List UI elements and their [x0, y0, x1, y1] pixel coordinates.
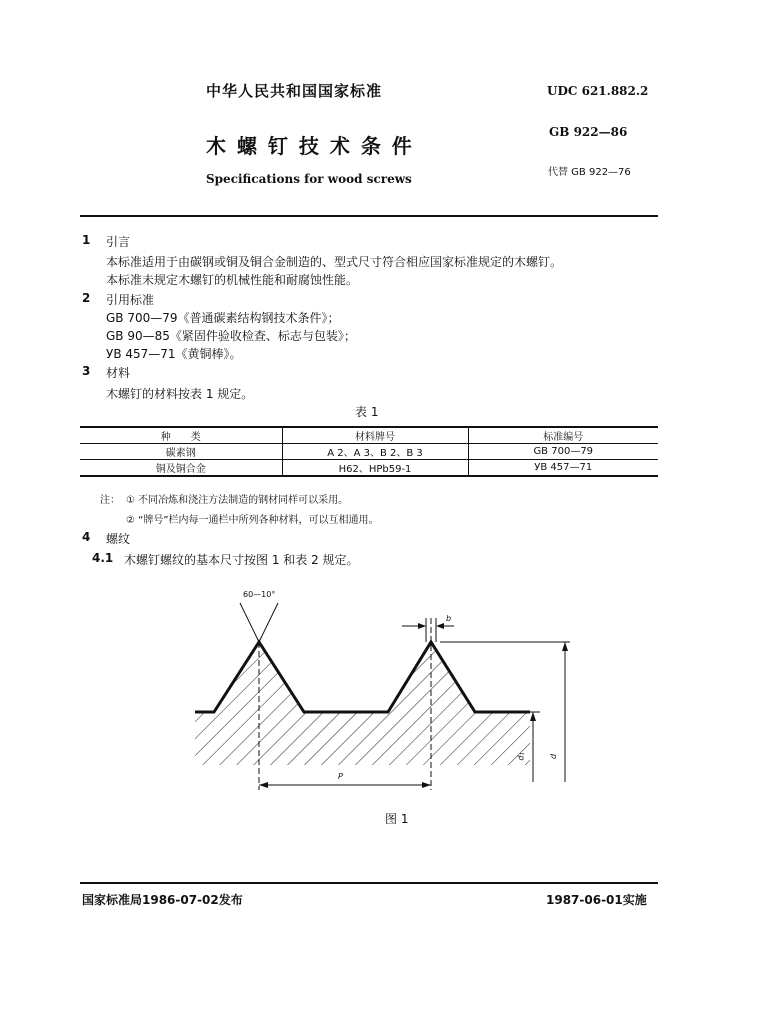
reference-item: GB 700—79《普通碳素结构钢技术条件》；: [106, 311, 340, 325]
section-2-number: 2: [82, 291, 91, 305]
column-header: 标准编号: [468, 427, 658, 444]
section-1-title: 引言: [106, 235, 131, 249]
note-2: ② “牌号”栏内每一通栏中所列各种材料，可以互相通用。: [126, 515, 379, 526]
section-4-1-number: 4.1: [92, 551, 114, 565]
udc-code: UDC 621.882.2: [547, 84, 649, 98]
table-cell: 碳素钢: [80, 444, 282, 460]
section-4-title: 螺纹: [106, 532, 131, 546]
minor-diameter-label: d₁: [516, 752, 526, 761]
section-3-title: 材料: [106, 366, 131, 380]
major-diameter-label: d: [549, 753, 559, 760]
table-cell: H62、HPb59-1: [282, 460, 468, 477]
pitch-label: P: [338, 772, 343, 781]
column-header: 种 类: [80, 427, 282, 444]
section-3-paragraph: 木螺钉的材料按表 1 规定。: [106, 387, 254, 401]
table-cell: GB 700—79: [468, 444, 658, 460]
section-1-number: 1: [82, 233, 91, 247]
table-caption: 表 1: [355, 405, 379, 419]
notes-label: 注：: [100, 495, 120, 506]
table-cell: 铜及铜合金: [155, 464, 206, 475]
note-1: ① 不同冶炼和浇注方法制造的钢材同样可以采用。: [126, 495, 349, 506]
reference-item: GB 90—85《紧固件验收检查、标志与包装》；: [106, 329, 356, 343]
issuing-authority: 中华人民共和国国家标准: [206, 82, 383, 100]
section-1-paragraph-1: 本标准适用于由碳钢或铜及铜合金制造的、型式尺寸符合相应国家标准规定的木螺钉。: [106, 255, 563, 269]
reference-item: УB 457—71《黄铜棒》。: [106, 347, 242, 361]
footer-rule: [80, 882, 658, 884]
section-4-1-paragraph: 木螺钉螺纹的基本尺寸按图 1 和表 2 规定。: [124, 553, 359, 567]
figure-caption: 图 1: [385, 812, 409, 826]
section-3-number: 3: [82, 364, 91, 378]
table-cell: УB 457—71: [468, 460, 658, 477]
gb-number: GB 922—86: [549, 125, 628, 139]
document-title: 木 螺 钉 技 术 条 件: [206, 134, 414, 158]
document-title-en: Specifications for wood screws: [206, 172, 412, 186]
b-dimension-label: b: [446, 614, 452, 623]
section-4-number: 4: [82, 530, 91, 544]
thread-angle-label: 60—10°: [243, 590, 276, 599]
publish-date: 国家标准局1986-07-02发布: [82, 893, 243, 907]
effective-date: 1987-06-01实施: [546, 893, 647, 907]
column-header: 材料牌号: [282, 427, 468, 444]
table-cell: A 2、A 3、B 2、B 3: [282, 444, 468, 460]
section-2-title: 引用标准: [106, 293, 155, 307]
replaces-note: 代替 GB 922—76: [548, 167, 631, 178]
section-1-paragraph-2: 本标准未规定木螺钉的机械性能和耐腐蚀性能。: [106, 273, 359, 287]
